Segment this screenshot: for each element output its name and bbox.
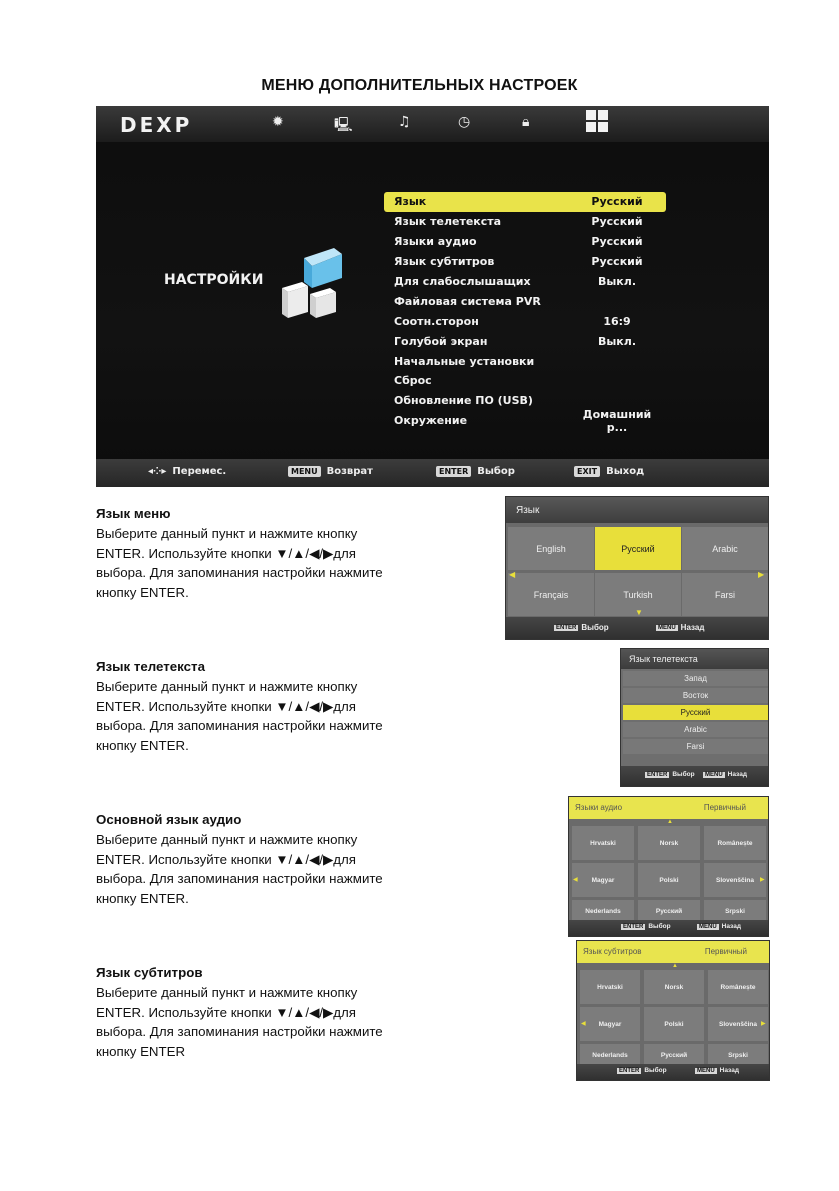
- section-label: НАСТРОЙКИ: [164, 272, 264, 288]
- page-title: МЕНЮ ДОПОЛНИТЕЛЬНЫХ НАСТРОЕК: [261, 77, 578, 94]
- language-option[interactable]: Hrvatski: [580, 970, 640, 1004]
- language-option[interactable]: Slovenščina: [708, 1007, 768, 1041]
- menu-item-hearing-impaired[interactable]: Для слабослышащих Выкл.: [394, 275, 637, 288]
- menu-item-environment[interactable]: Окружение Домашний р...: [394, 407, 652, 434]
- subtitle-language-screen: [576, 940, 770, 1081]
- menu-item-teletext-language[interactable]: Язык телетекста Русский: [394, 215, 643, 229]
- hint-back: MENU Назад: [697, 1067, 739, 1074]
- exit-key: EXIT: [574, 466, 600, 477]
- language-option[interactable]: Polski: [644, 1007, 704, 1041]
- language-option[interactable]: Norsk: [644, 970, 704, 1004]
- language-option[interactable]: Magyar: [580, 1007, 640, 1041]
- music-note-icon[interactable]: ♫: [398, 114, 411, 130]
- language-option[interactable]: Turkish: [595, 573, 681, 616]
- section-title: Язык телетекста: [96, 659, 205, 674]
- up-arrow-icon: ▲: [667, 819, 673, 825]
- mode-label: Первичный: [704, 947, 747, 956]
- language-option[interactable]: Hrvatski: [572, 826, 634, 860]
- settings-menu: [384, 192, 666, 434]
- language-option[interactable]: English: [508, 527, 594, 570]
- hint-select: ENTER Выбор: [647, 771, 695, 778]
- section-line: ENTER. Используйте кнопки ▼/▲/◀/▶для: [96, 545, 356, 561]
- language-option[interactable]: Slovenščina: [704, 863, 766, 897]
- picture-settings-icon[interactable]: ✹: [272, 114, 284, 130]
- section-menu-language: [96, 504, 426, 603]
- tv-settings-screen: [96, 106, 769, 487]
- section-line: выбора. Для запоминания настройки нажмите: [96, 1024, 383, 1040]
- right-arrow-icon: ▶: [761, 1021, 766, 1027]
- screen-title: Язык субтитров Первичный: [577, 941, 769, 963]
- enter-key: ENTER: [556, 624, 577, 631]
- list-item-selected[interactable]: Русский: [623, 705, 768, 720]
- left-arrow-icon: ◀: [509, 570, 516, 579]
- navigate-arrows-icon: ◂⁘▸: [148, 466, 167, 477]
- hint-select: ENTER Выбор: [623, 923, 671, 930]
- section-line: кнопку ENTER.: [96, 585, 189, 601]
- list-item[interactable]: Farsi: [623, 739, 768, 754]
- screen-title: Язык: [506, 497, 768, 523]
- language-option[interactable]: Srpski: [704, 900, 766, 922]
- language-option[interactable]: Nederlands: [572, 900, 634, 922]
- enter-key: ENTER: [436, 466, 471, 477]
- menu-item-subtitle-language[interactable]: Язык субтитров Русский: [394, 255, 643, 269]
- section-line: выбора. Для запоминания настройки нажмите: [96, 718, 383, 734]
- section-line: кнопку ENTER.: [96, 738, 189, 754]
- language-option[interactable]: Românește: [704, 826, 766, 860]
- enter-key: ENTER: [619, 1067, 640, 1074]
- teletext-language-screen: [620, 648, 769, 787]
- screen-title: Язык телетекста: [621, 649, 768, 669]
- menu-item-blue-screen[interactable]: Голубой экран Выкл.: [394, 334, 637, 348]
- menu-item-software-update[interactable]: Обновление ПО (USB): [394, 394, 533, 408]
- language-option[interactable]: Farsi: [682, 573, 768, 616]
- language-option[interactable]: Norsk: [638, 826, 700, 860]
- menu-item-language[interactable]: Язык Русский: [384, 192, 666, 212]
- dexp-logo: DEXP: [120, 113, 193, 137]
- hint-move: ◂⁘▸ Перемес.: [148, 466, 227, 477]
- section-audio-language: [96, 810, 426, 909]
- language-select-screen: [505, 496, 769, 640]
- language-option[interactable]: Polski: [638, 863, 700, 897]
- list-item[interactable]: Arabic: [623, 722, 768, 737]
- language-option[interactable]: Français: [508, 573, 594, 616]
- hint-back: MENU Назад: [658, 623, 705, 632]
- up-arrow-icon: ▲: [672, 963, 678, 969]
- hint-back: MENU Назад: [705, 771, 747, 778]
- enter-key: ENTER: [647, 771, 668, 778]
- section-line: ENTER. Используйте кнопки ▼/▲/◀/▶для: [96, 698, 356, 714]
- section-title: Основной язык аудио: [96, 812, 242, 827]
- left-arrow-icon: ◀: [581, 1021, 586, 1027]
- section-line: ENTER. Используйте кнопки ▼/▲/◀/▶для: [96, 851, 356, 867]
- right-arrow-icon: ▶: [760, 877, 765, 883]
- section-line: Выберите данный пункт и нажмите кнопку: [96, 984, 358, 1000]
- list-item[interactable]: Запад: [623, 671, 768, 686]
- language-option[interactable]: Românește: [708, 970, 768, 1004]
- section-teletext-language: [96, 657, 426, 756]
- menu-item-pvr-filesystem[interactable]: Файловая система PVR: [394, 294, 541, 308]
- language-option[interactable]: Русский: [644, 1044, 704, 1066]
- section-title: Язык меню: [96, 506, 171, 521]
- tv-top-bar: [96, 106, 769, 142]
- section-title: Язык субтитров: [96, 965, 203, 980]
- tv-bottom-bar: [96, 459, 769, 487]
- audio-language-screen: [568, 796, 769, 937]
- language-option[interactable]: Srpski: [708, 1044, 768, 1066]
- menu-key: MENU: [288, 466, 321, 477]
- clock-icon[interactable]: ◷: [458, 114, 471, 130]
- screen-icon[interactable]: 🖳: [334, 117, 353, 133]
- hint-back: MENU Назад: [699, 923, 741, 930]
- menu-item-reset[interactable]: Сброс: [394, 374, 432, 388]
- enter-key: ENTER: [623, 923, 644, 930]
- section-line: Выберите данный пункт и нажмите кнопку: [96, 831, 358, 847]
- language-option[interactable]: Русский: [638, 900, 700, 922]
- language-option-selected[interactable]: Русский: [595, 527, 681, 570]
- menu-key: MENU: [697, 1067, 715, 1074]
- language-option[interactable]: Nederlands: [580, 1044, 640, 1066]
- screen-footer: [506, 617, 768, 639]
- menu-item-audio-language[interactable]: Языки аудио Русский: [394, 235, 643, 249]
- hint-back: MENU Возврат: [288, 466, 373, 477]
- language-option[interactable]: Arabic: [682, 527, 768, 570]
- hint-select: ENTER Выбор: [619, 1067, 667, 1074]
- hint-exit: EXIT Выход: [574, 466, 644, 477]
- section-subtitle-language: [96, 963, 426, 1062]
- left-arrow-icon: ◀: [573, 877, 578, 883]
- screen-footer: [621, 766, 768, 786]
- menu-key: MENU: [699, 923, 717, 930]
- hint-select: ENTER Выбор: [436, 466, 515, 477]
- section-line: выбора. Для запоминания настройки нажмите: [96, 565, 383, 581]
- screen-title: Языки аудио Первичный: [569, 797, 768, 819]
- language-option[interactable]: Magyar: [572, 863, 634, 897]
- menu-key: MENU: [705, 771, 723, 778]
- section-line: выбора. Для запоминания настройки нажмите: [96, 871, 383, 887]
- menu-item-first-setup[interactable]: Начальные установки: [394, 354, 535, 368]
- mode-label: Первичный: [703, 803, 746, 812]
- screen-footer: [569, 920, 768, 936]
- lock-icon[interactable]: 🔒︎: [522, 114, 530, 130]
- down-arrow-icon: ▼: [635, 608, 643, 617]
- section-line: ENTER. Используйте кнопки ▼/▲/◀/▶для: [96, 1004, 356, 1020]
- settings-grid-icon[interactable]: [586, 110, 608, 132]
- section-line: кнопку ENTER: [96, 1044, 186, 1060]
- menu-key: MENU: [658, 624, 676, 631]
- list-item[interactable]: Восток: [623, 688, 768, 703]
- hint-select: ENTER Выбор: [556, 623, 609, 632]
- menu-item-aspect-ratio[interactable]: Соотн.сторон 16:9: [394, 314, 631, 328]
- section-line: Выберите данный пункт и нажмите кнопку: [96, 525, 358, 541]
- settings-cube-icon: [282, 248, 342, 320]
- screen-footer: [577, 1064, 769, 1080]
- section-line: Выберите данный пункт и нажмите кнопку: [96, 678, 358, 694]
- section-line: кнопку ENTER.: [96, 891, 189, 907]
- right-arrow-icon: ▶: [758, 570, 765, 579]
